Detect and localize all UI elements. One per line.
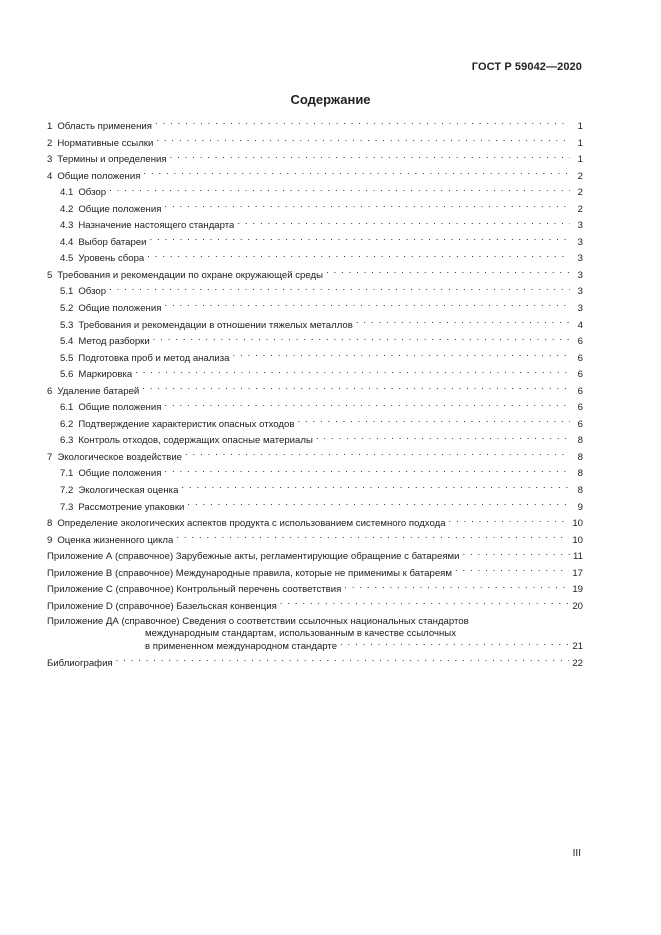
dot-leader	[344, 583, 569, 593]
toc-entry-page: 6	[577, 369, 583, 381]
toc-entry[interactable]	[47, 351, 583, 368]
toc-entry-page: 8	[577, 435, 583, 447]
toc-entry-title: Требования и рекомендации по охране окружающей среды	[57, 269, 323, 281]
toc-entry-title: Оценка жизненного цикла	[57, 534, 174, 546]
toc-entry-title: Библиография	[47, 657, 113, 669]
toc-entry-page: 1	[577, 154, 583, 166]
document-code: ГОСТ Р 59042—2020	[471, 61, 582, 73]
toc-entry-title: Обзор	[78, 187, 107, 199]
toc-entry[interactable]	[47, 152, 583, 169]
toc-entry-page: 22	[572, 657, 583, 669]
toc-entry-title: Приложение D (справочное) Базельская конвенция	[47, 600, 277, 612]
dot-leader	[297, 417, 570, 427]
toc-entry-title: Обзор	[78, 286, 107, 298]
page-number: III	[572, 848, 581, 859]
toc-entry-page: 11	[573, 551, 583, 563]
toc-entry[interactable]	[47, 301, 583, 318]
toc-entry[interactable]	[47, 466, 583, 483]
toc-entry-title: Общие положения	[78, 203, 162, 215]
toc-entry[interactable]	[47, 500, 583, 517]
toc-entry-page: 17	[572, 567, 583, 579]
dot-leader	[280, 599, 570, 609]
dot-leader	[170, 153, 570, 163]
toc-entry-title-continued: в примененном международном стандарте	[145, 641, 338, 653]
toc-entry-title: Маркировка	[78, 369, 133, 381]
dot-leader	[340, 640, 569, 650]
toc-entry-title: Экологическое воздействие	[57, 451, 183, 463]
toc-entry-page: 3	[577, 269, 583, 281]
toc-entry-page: 21	[572, 641, 583, 653]
toc-entry-title: Общие положения	[78, 468, 162, 480]
toc-entry[interactable]	[47, 185, 583, 202]
toc-entry-page: 6	[577, 418, 583, 430]
table-of-contents	[47, 119, 583, 673]
toc-entry-page: 6	[577, 336, 583, 348]
toc-entry-number: 5.2	[60, 303, 74, 315]
toc-entry-number: 1	[47, 121, 53, 132]
toc-entry-title: Подготовка проб и метод анализа	[78, 352, 230, 364]
toc-entry-page: 8	[577, 451, 583, 463]
dot-leader	[164, 202, 570, 212]
toc-entry[interactable]	[47, 334, 583, 351]
toc-entry-title: Общие положения	[78, 402, 162, 414]
toc-entry[interactable]	[47, 417, 583, 434]
toc-entry-title: Общие положения	[57, 170, 141, 182]
toc-entry-number: 4.1	[60, 187, 74, 199]
dot-leader	[356, 318, 570, 328]
toc-entry[interactable]	[47, 218, 583, 235]
toc-entry-title: Термины и определения	[57, 154, 167, 166]
toc-entry-page: 2	[577, 203, 583, 215]
toc-entry-title: Нормативные ссылки	[57, 137, 154, 149]
toc-entry-page: 2	[577, 187, 583, 199]
toc-entry-number: 6	[47, 385, 53, 397]
toc-entry-number: 7.1	[60, 468, 74, 480]
toc-entry-page: 1	[577, 137, 583, 149]
toc-entry-title: Приложение А (справочное) Зарубежные акты, регламентирующие обращение с батареями	[47, 551, 460, 563]
toc-entry-page: 10	[572, 534, 583, 546]
toc-entry[interactable]	[47, 235, 583, 252]
toc-entry-page: 3	[577, 220, 583, 232]
toc-entry[interactable]	[47, 599, 583, 616]
toc-entry[interactable]	[47, 202, 583, 219]
toc-entry[interactable]	[47, 318, 583, 335]
toc-entry[interactable]	[47, 450, 583, 467]
dot-leader	[109, 186, 570, 196]
toc-entry-number: 2	[47, 137, 53, 149]
toc-entry-number: 4.3	[60, 220, 74, 232]
toc-entry[interactable]	[47, 384, 583, 401]
toc-entry-title: Приложение С (справочное) Контрольный перечень соответствия	[47, 584, 342, 596]
toc-entry-bibliography[interactable]	[47, 656, 583, 673]
toc-entry[interactable]	[47, 367, 583, 384]
dot-leader	[156, 136, 570, 146]
toc-entry-number: 5	[47, 269, 53, 281]
toc-entry-page: 8	[577, 468, 583, 480]
dot-leader	[233, 351, 570, 361]
toc-entry-number: 4.5	[60, 253, 74, 265]
toc-entry[interactable]	[47, 268, 583, 285]
toc-entry-title: Приложение ДА (справочное) Сведения о соответствии ссылочных национальных стандартов	[47, 616, 469, 628]
dot-leader	[176, 533, 569, 543]
dot-leader	[316, 434, 570, 444]
toc-entry[interactable]	[47, 516, 583, 533]
toc-entry-number: 6.3	[60, 435, 74, 447]
toc-entry-title: Метод разборки	[78, 336, 150, 348]
toc-entry[interactable]	[47, 533, 583, 550]
toc-entry[interactable]	[47, 566, 583, 583]
dot-leader	[150, 235, 570, 245]
dot-leader	[449, 517, 570, 527]
toc-entry-page: 9	[577, 501, 583, 513]
toc-entry[interactable]	[47, 284, 583, 301]
dot-leader	[164, 401, 570, 411]
toc-entry[interactable]	[47, 251, 583, 268]
toc-entry-page: 3	[577, 303, 583, 315]
toc-entry-page: 19	[572, 584, 583, 596]
dot-leader	[455, 566, 569, 576]
dot-leader	[185, 450, 570, 460]
toc-entry-page: 20	[572, 600, 583, 612]
toc-entry[interactable]	[47, 483, 583, 500]
toc-entry-number: 6.2	[60, 418, 74, 430]
toc-entry-title: Область применения	[57, 121, 152, 132]
toc-entry-title: Уровень сбора	[78, 253, 145, 265]
dot-leader	[462, 550, 570, 560]
toc-entry-number: 4.2	[60, 203, 74, 215]
toc-entry-number: 5.5	[60, 352, 74, 364]
dot-leader	[142, 384, 570, 394]
toc-entry-page: 6	[577, 352, 583, 364]
dot-leader	[135, 368, 570, 378]
dot-leader	[164, 301, 570, 311]
toc-entry-title: Экологическая оценка	[78, 485, 179, 497]
dot-leader	[147, 252, 570, 262]
dot-leader	[143, 169, 570, 179]
toc-entry-page: 3	[577, 286, 583, 298]
toc-entry-title: Общие положения	[78, 303, 162, 315]
toc-entry-appendix-da[interactable]	[47, 615, 583, 656]
toc-entry[interactable]	[47, 119, 583, 136]
toc-entry-number: 7	[47, 451, 53, 463]
toc-entry-number: 7.2	[60, 485, 74, 497]
toc-entry-title: Контроль отходов, содержащих опасные материалы	[78, 435, 313, 447]
dot-leader	[153, 335, 570, 345]
toc-entry-number: 9	[47, 534, 53, 546]
toc-entry-page: 3	[577, 253, 583, 265]
toc-entry[interactable]	[47, 400, 583, 417]
dot-leader	[155, 119, 570, 129]
toc-entry[interactable]	[47, 433, 583, 450]
toc-entry-page: 10	[572, 518, 583, 530]
toc-entry-title: Рассмотрение упаковки	[78, 501, 185, 513]
dot-leader	[326, 268, 570, 278]
dot-leader	[109, 285, 570, 295]
dot-leader	[116, 656, 570, 666]
toc-entry[interactable]	[47, 549, 583, 566]
toc-entry-page: 2	[577, 170, 583, 182]
toc-entry-number: 4	[47, 170, 53, 182]
toc-entry-page: 8	[577, 485, 583, 497]
dot-leader	[181, 483, 570, 493]
toc-entry-title: Определение экологических аспектов продукта с использованием системного подхода	[57, 518, 446, 530]
toc-entry-page: 1	[577, 121, 583, 132]
toc-entry-number: 7.3	[60, 501, 74, 513]
toc-entry-title: Назначение настоящего стандарта	[78, 220, 235, 232]
toc-entry[interactable]	[47, 169, 583, 186]
toc-entry-page: 4	[577, 319, 583, 331]
toc-entry-title: Удаление батарей	[57, 385, 140, 397]
toc-entry-title: Подтверждение характеристик опасных отходов	[78, 418, 295, 430]
toc-entry-title-continued: международным стандартам, использованным в качестве ссылочных	[145, 628, 456, 640]
toc-entry-number: 4.4	[60, 236, 74, 248]
toc-entry-page: 6	[577, 402, 583, 414]
toc-entry-number: 5.4	[60, 336, 74, 348]
dot-leader	[237, 219, 570, 229]
toc-entry-number: 8	[47, 518, 53, 530]
toc-entry-number: 6.1	[60, 402, 74, 414]
toc-entry-title: Приложение В (справочное) Международные правила, которые не применимы к батареям	[47, 567, 452, 579]
dot-leader	[164, 467, 570, 477]
toc-entry-page: 6	[577, 385, 583, 397]
toc-entry[interactable]	[47, 582, 583, 599]
toc-entry-number: 3	[47, 154, 53, 166]
toc-entry-number: 5.6	[60, 369, 74, 381]
toc-entry-number: 5.1	[60, 286, 74, 298]
toc-entry-page: 3	[577, 236, 583, 248]
toc-entry-title: Требования и рекомендации в отношении тяжелых металлов	[78, 319, 353, 331]
toc-entry[interactable]	[47, 136, 583, 153]
toc-entry-title: Выбор батареи	[78, 236, 147, 248]
toc-title: Содержание	[290, 92, 371, 107]
dot-leader	[187, 500, 570, 510]
toc-entry-number: 5.3	[60, 319, 74, 331]
